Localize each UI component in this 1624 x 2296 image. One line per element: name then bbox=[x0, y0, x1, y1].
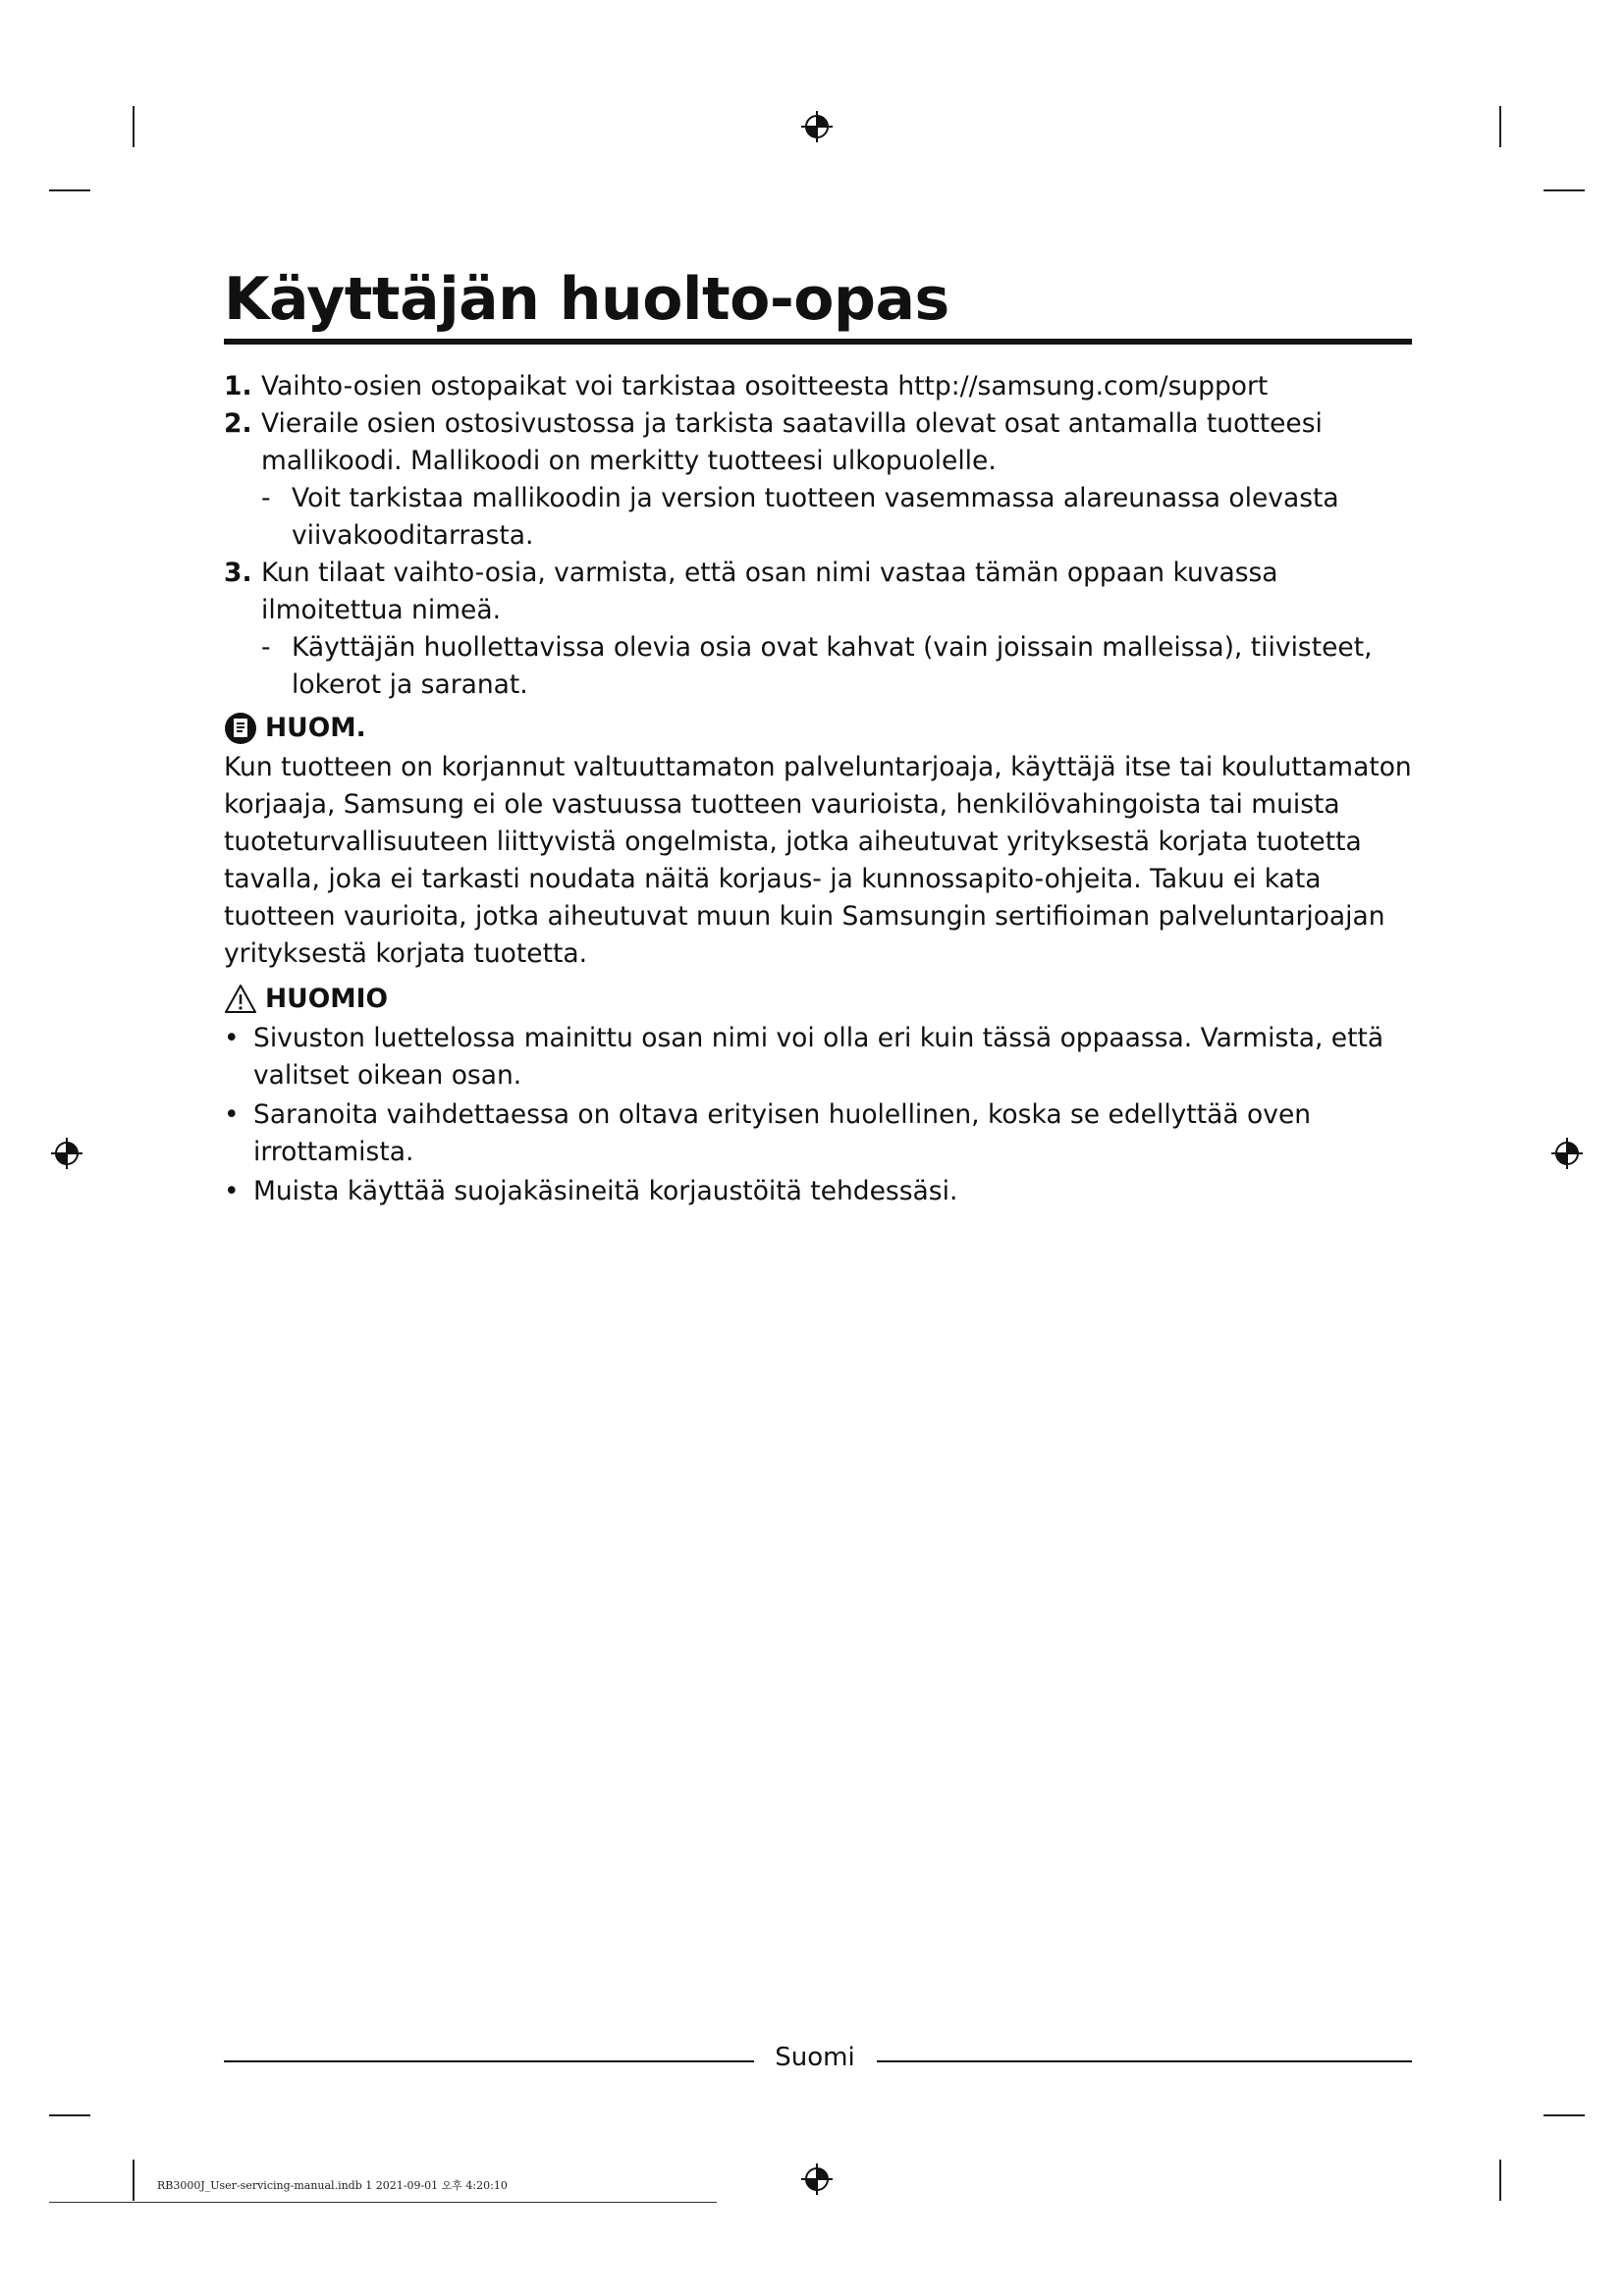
note-heading bbox=[224, 710, 1422, 747]
crop-mark-top-left-h bbox=[49, 189, 90, 191]
bullet-marker: • bbox=[224, 1176, 240, 1206]
page-title: Käyttäjän huolto-opas bbox=[224, 265, 949, 334]
crop-mark-top-right bbox=[1499, 106, 1501, 147]
footer-rule-right bbox=[877, 2060, 1412, 2062]
caution-bullet-text: Sivuston luettelossa mainittu osan nimi voi olla eri kuin tässä oppaassa. Varmista, että valitset oikean osan. bbox=[253, 1023, 1384, 1091]
caution-bullet-text: Muista käyttää suojakäsineitä korjaustöitä tehdessäsi. bbox=[253, 1176, 958, 1206]
registration-mark-icon bbox=[800, 2163, 834, 2196]
step-item bbox=[224, 555, 1422, 629]
caution-bullet bbox=[224, 1096, 1422, 1171]
crop-mark-bottom-right-h bbox=[1543, 2114, 1585, 2116]
caution-bullet-text: Saranoita vaihdettaessa on oltava erityisen huolellinen, koska se edellyttää oven irrottamista. bbox=[253, 1099, 1312, 1167]
step-sub-text: Voit tarkistaa mallikoodin ja version tuotteen vasemmassa alareunassa olevasta viivakooditarrasta. bbox=[292, 483, 1339, 551]
dash-marker: - bbox=[261, 632, 271, 663]
print-info: RB3000J_User-servicing-manual.indb 1 2021-09-01 오후 4:20:10 bbox=[157, 2179, 508, 2192]
step-text: Vieraile osien ostosivustossa ja tarkista saatavilla olevat osat antamalla tuotteesi mallikoodi. Mallikoodi on merkitty tuotteesi ulkopuolelle. bbox=[261, 408, 1323, 476]
crop-mark-top-right-h bbox=[1543, 189, 1585, 191]
step-number: 3. bbox=[224, 558, 252, 588]
caution-bullet bbox=[224, 1020, 1422, 1095]
step-sub-text: Käyttäjän huollettavissa olevia osia ovat kahvat (vain joissain malleissa), tiivisteet, lokerot ja saranat. bbox=[292, 632, 1373, 700]
footer-language: Suomi bbox=[775, 2043, 855, 2072]
note-heading-label: HUOM. bbox=[265, 713, 366, 743]
step-sub-item bbox=[224, 480, 1422, 555]
caution-heading bbox=[224, 981, 1422, 1018]
crop-mark-bottom-left bbox=[133, 2160, 135, 2201]
step-number: 2. bbox=[224, 408, 252, 439]
crop-mark-bottom-left-h bbox=[49, 2114, 90, 2116]
step-text: Kun tilaat vaihto-osia, varmista, että osan nimi vastaa tämän oppaan kuvassa ilmoitettua nimeä. bbox=[261, 558, 1278, 625]
dash-marker: - bbox=[261, 483, 271, 513]
registration-mark-icon bbox=[1550, 1137, 1584, 1170]
main-content bbox=[224, 368, 1422, 1210]
note-text: Kun tuotteen on korjannut valtuuttamaton palveluntarjoaja, käyttäjä itse tai kouluttamaton korjaaja, Samsung ei ole vastuussa tuotteen vaurioista, henkilövahingoista tai muista tuoteturvallisuuteen liittyvistä ongelmista, jotka aiheutuvat yrityksestä korjata tuotetta tavalla, joka ei tarkasti noudata näitä korjaus- ja kunnossapito-ohjeita. Takuu ei kata tuotteen vaurioita, jotka aiheutuvat muun kuin Samsungin sertifioiman palveluntarjoajan yrityksestä korjata tuotetta. bbox=[224, 752, 1412, 969]
step-item bbox=[224, 368, 1422, 405]
caution-heading-label: HUOMIO bbox=[265, 984, 388, 1014]
crop-mark-bottom-right bbox=[1499, 2160, 1501, 2201]
title-rule bbox=[224, 339, 1412, 345]
footer-rule-left bbox=[224, 2060, 754, 2062]
caution-bullet bbox=[224, 1173, 1422, 1210]
step-item bbox=[224, 405, 1422, 480]
step-text: Vaihto-osien ostopaikat voi tarkistaa osoitteesta http://samsung.com/support bbox=[261, 371, 1269, 401]
bottom-rule bbox=[49, 2202, 717, 2203]
step-sub-item bbox=[224, 629, 1422, 704]
warning-icon bbox=[224, 983, 257, 1016]
bullet-marker: • bbox=[224, 1099, 240, 1130]
step-number: 1. bbox=[224, 371, 252, 401]
bullet-marker: • bbox=[224, 1023, 240, 1053]
registration-mark-icon bbox=[50, 1137, 83, 1170]
registration-mark-icon bbox=[800, 110, 834, 143]
crop-mark-top-left bbox=[133, 106, 135, 147]
note-icon bbox=[224, 712, 257, 745]
